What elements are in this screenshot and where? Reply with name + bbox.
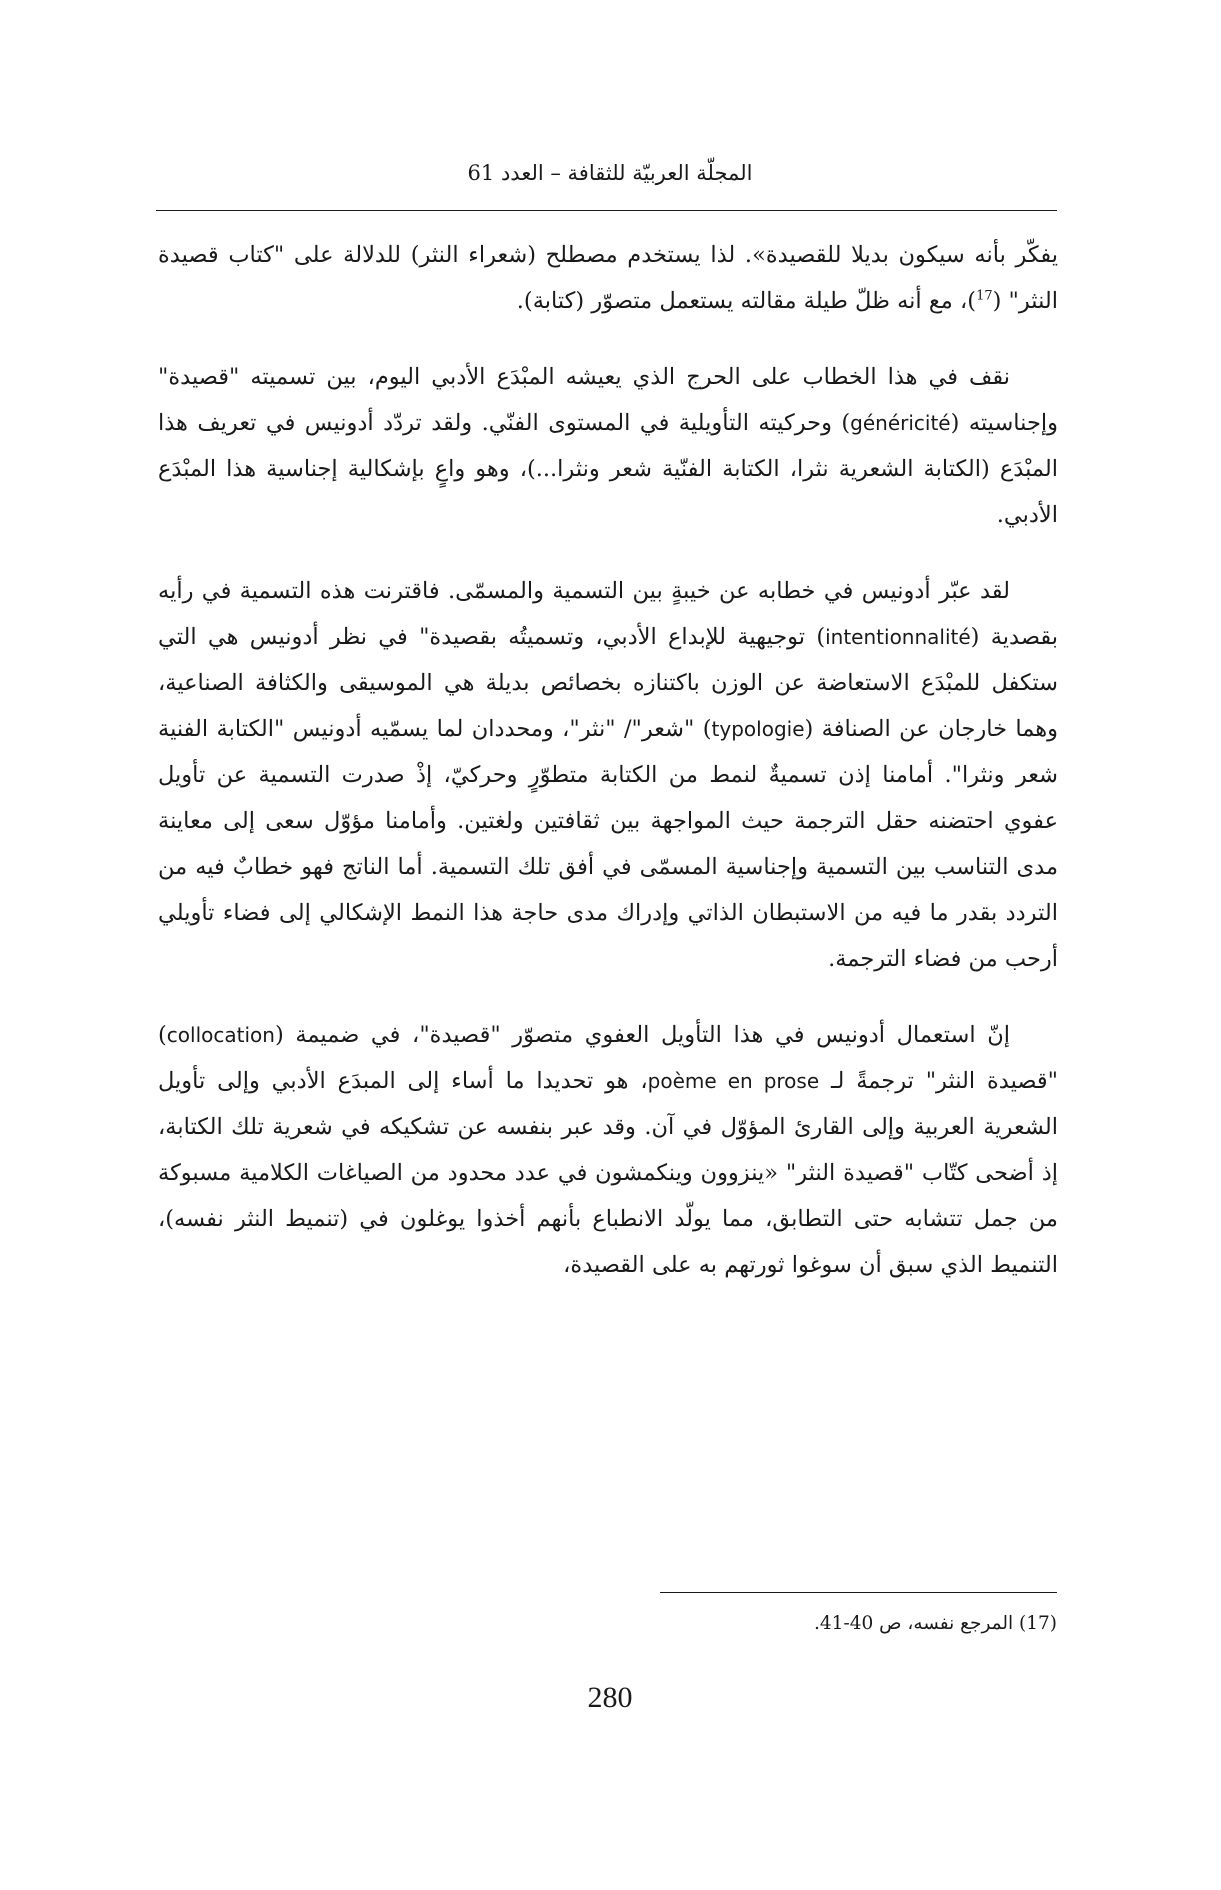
paragraph-3	[158, 568, 1058, 982]
paragraph-4-text-c: ، هو تحديدا ما أساء إلى المبدَع الأدبي وإلى تأويل الشعرية العربية وإلى القارئ المؤوّل في آن. وقد عبر بنفسه عن تشكيكه في شعرية تلك الكتابة، إذ أضحى كتّاب "قصيدة النثر" «ينزوون وينكمشون في عدد محدود من الصياغات الكلامية مسبوكة من جمل تتشابه حتى التطابق، مما يولّد الانطباع بأنهم أخذوا يوغلون في (تنميط النثر نفسه)، التنميط الذي سبق أن سوغوا ثورتهم به على القصيدة،	[158, 1068, 1058, 1278]
paragraph-3-text-a: لقد عبّر أدونيس في خطابه عن خيبةٍ بين التسمية والمسمّى. فاقترنت هذه التسمية في رأيه بقصدية (	[158, 578, 1058, 650]
paragraph-4-text-b: ) "قصيدة النثر" ترجمةً لـ	[158, 1022, 1058, 1094]
paragraph-1	[158, 232, 1058, 324]
body-text	[158, 232, 1058, 1318]
paragraph-3-text-c: ) "شعر"/ "نثر"، ومحددان لما يسمّيه أدونيس "الكتابة الفنية شعر ونثرا". أمامنا إذن تسميةٌ لنمط من الكتابة متطوّرٍ وحركيّ، إذْ صدرت التسمية عن تأويل عفوي احتضنه حقل الترجمة حيث المواجهة بين ثقافتين ولغتين. وأمامنا مؤوّل سعى إلى معاينة مدى التناسب بين التسمية وإجناسية المسمّى في أفق تلك التسمية. أما الناتج فهو خطابٌ فيه من التردد بقدر ما فيه من الاستبطان الذاتي وإدراك مدى حاجة هذا النمط الإشكالي إلى فضاء تأويلي أرحب من فضاء الترجمة.	[158, 716, 1058, 972]
paragraph-2-text-a: نقف في هذا الخطاب على الحرج الذي يعيشه المبْدَع الأدبي اليوم، بين تسميته "قصيدة" وإجناسيته (	[158, 364, 1058, 436]
running-header: المجلّة العربيّة للثقافة – العدد 61	[467, 161, 753, 185]
footnote-reference[interactable]: 17	[976, 288, 993, 304]
paragraph-4-text-a: إنّ استعمال أدونيس في هذا التأويل العفوي متصوّر "قصيدة"، في ضميمة (	[274, 1022, 1010, 1048]
page-number: 280	[587, 1681, 633, 1714]
header-rule	[156, 210, 1057, 211]
latin-term-typologie: typologie	[711, 717, 805, 741]
paragraph-4	[158, 1012, 1058, 1288]
paragraph-2-text-b: ) وحركيته التأويلية في المستوى الفنّي. ولقد تردّد أدونيس في تعريف هذا المبْدَع (الكتابة الشعرية نثرا، الكتابة الفنّية شعر ونثرا...)، وهو واعٍ بإشكالية إجناسية هذا المبْدَع الأدبي.	[158, 410, 1058, 528]
latin-term-genericite: généricité	[850, 411, 951, 435]
paragraph-1-text-a: يفكّر بأنه سيكون بديلا للقصيدة». لذا يستخدم مصطلح (شعراء النثر) للدلالة على "كتاب قصيدة النثر" (	[158, 242, 1058, 314]
footnote: (17) المرجع نفسه، ص 40-41.	[814, 1613, 1057, 1634]
paragraph-3-text-b: ) توجيهية للإبداع الأدبي، وتسميتُه بقصيدة" في نظر أدونيس هي التي ستكفل للمبْدَع الاستعاضة عن الوزن باكتنازه بخصائص بديلة هي الموسيقى والكثافة الصناعية، وهما خارجان عن الصنافة (	[158, 624, 1058, 742]
latin-term-intentionnalite: intentionnalité	[825, 625, 971, 649]
paragraph-2	[158, 354, 1058, 538]
paragraph-1-text-b: )، مع أنه ظلّ طيلة مقالته يستعمل متصوّر (كتابة).	[516, 288, 977, 314]
footnote-rule	[660, 1592, 1057, 1593]
latin-term-poeme-en-prose: poème en prose	[647, 1069, 820, 1093]
latin-term-collocation: collocation	[166, 1023, 275, 1047]
